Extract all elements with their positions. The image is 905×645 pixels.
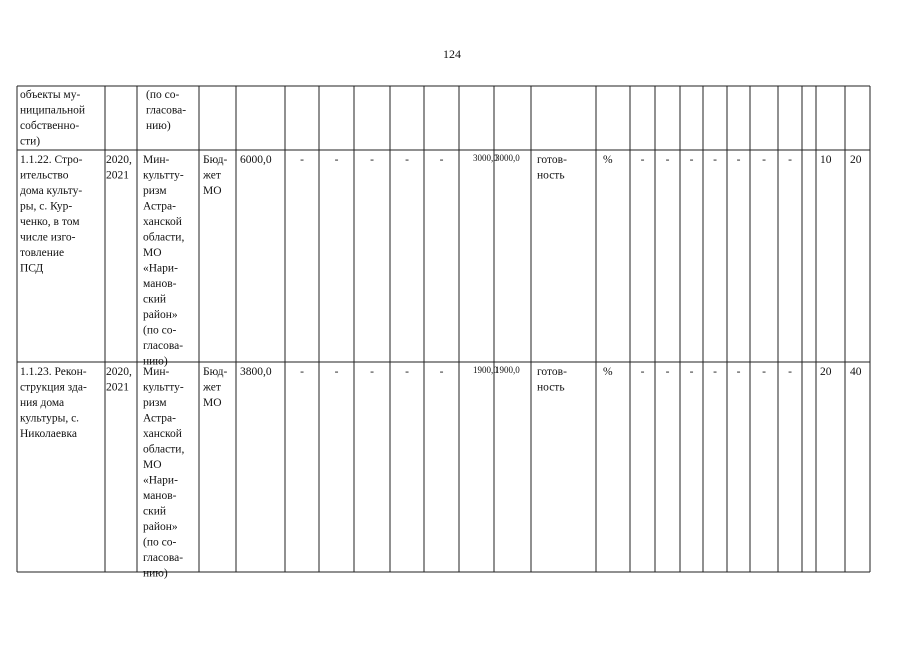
item-executor-line: культту-	[143, 169, 184, 182]
item-executor-line: гласова-	[143, 552, 184, 564]
item-executor-line: Астра-	[143, 200, 176, 213]
dash-cell: -	[762, 366, 766, 378]
dash-cell: -	[439, 154, 444, 166]
dash-cell: -	[788, 366, 792, 378]
continuation-name-line: сти)	[20, 135, 41, 148]
continuation-name-line: объекты му-	[20, 89, 81, 101]
item-name-line: ПСД	[20, 262, 44, 275]
item-executor-line: Астра-	[143, 412, 176, 425]
item-source-line: жет	[203, 169, 221, 182]
item-executor-line: район»	[143, 521, 178, 533]
dash-cell: -	[640, 154, 645, 166]
dash-cell: -	[762, 154, 766, 166]
continuation-name-line: ниципальной	[20, 104, 86, 117]
item-total: 3800,0	[240, 366, 272, 378]
dash-cell: -	[370, 154, 374, 166]
item-executor-line: МО	[143, 459, 162, 471]
item-indicator-line: готов-	[537, 366, 567, 378]
year-amount-1: 3000,0	[473, 153, 498, 163]
item-executor-line: гласова-	[143, 340, 184, 352]
item-source-line: МО	[203, 185, 222, 197]
item-executor-line: (по со-	[143, 536, 177, 549]
dash-cell: -	[300, 154, 304, 166]
item-indicator-line: ность	[537, 169, 565, 182]
dash-cell: -	[334, 154, 339, 166]
item-unit: %	[603, 366, 613, 378]
item-executor-line: ский	[143, 293, 166, 306]
indicator-value-2: 20	[850, 154, 862, 166]
item-executor-line: район»	[143, 309, 178, 321]
item-name-line: ры, с. Кур-	[20, 200, 73, 213]
item-executor-line: «Нари-	[143, 474, 178, 487]
year-amount-2: 3000,0	[495, 153, 520, 163]
item-name-line: товление	[20, 247, 65, 259]
item-executor-line: манов-	[143, 490, 177, 502]
item-years-line: 2020,	[106, 366, 132, 378]
dash-cell: -	[300, 366, 304, 378]
indicator-value-2: 40	[850, 366, 862, 378]
item-executor-line: Мин-	[143, 366, 170, 378]
continuation-executor-line: нию)	[146, 120, 171, 132]
item-years-line: 2021	[106, 381, 129, 394]
year-amount-2: 1900,0	[495, 365, 520, 375]
dash-cell: -	[640, 366, 645, 378]
item-executor-line: ризм	[143, 397, 167, 409]
item-executor-line: МО	[143, 247, 162, 259]
item-executor-line: ский	[143, 505, 166, 518]
dash-cell: -	[405, 154, 409, 166]
item-executor-line: ханской	[143, 428, 182, 440]
item-years-line: 2020,	[106, 154, 132, 166]
item-executor-line: ризм	[143, 185, 167, 197]
item-source-line: МО	[203, 397, 222, 409]
indicator-value-1: 10	[820, 154, 832, 166]
page-number: 124	[443, 47, 461, 61]
item-name-line: культуры, с.	[20, 412, 80, 425]
item-executor-line: ханской	[143, 216, 182, 228]
dash-cell: -	[689, 154, 694, 166]
item-executor-line: области,	[143, 231, 185, 244]
item-name-line: струкция зда-	[20, 381, 87, 394]
item-source-line: Бюд-	[203, 366, 228, 378]
item-source-line: Бюд-	[203, 154, 228, 166]
indicator-value-1: 20	[820, 366, 832, 378]
dash-cell: -	[736, 154, 741, 166]
item-name-line: 1.1.22. Стро-	[20, 154, 83, 166]
year-amount-1: 1900,0	[473, 365, 498, 375]
dash-cell: -	[334, 366, 339, 378]
continuation-name-line: собственно-	[20, 120, 80, 132]
item-name-line: 1.1.23. Рекон-	[20, 366, 87, 378]
dash-cell: -	[439, 366, 444, 378]
item-years-line: 2021	[106, 169, 129, 182]
dash-cell: -	[665, 366, 670, 378]
item-name-line: ния дома	[20, 397, 65, 409]
item-executor-line: манов-	[143, 278, 177, 290]
item-indicator-line: ность	[537, 381, 565, 394]
table-text	[20, 47, 862, 580]
item-executor-line: нию)	[143, 567, 168, 580]
item-name-line: числе изго-	[20, 231, 76, 244]
item-executor-line: (по со-	[143, 324, 177, 337]
dash-cell: -	[689, 366, 694, 378]
item-executor-line: культту-	[143, 381, 184, 394]
item-name-line: дома культу-	[20, 185, 83, 197]
item-indicator-line: готов-	[537, 154, 567, 166]
dash-cell: -	[405, 366, 409, 378]
item-total: 6000,0	[240, 154, 272, 166]
item-name-line: ительство	[20, 169, 69, 182]
dash-cell: -	[370, 366, 374, 378]
item-unit: %	[603, 154, 613, 166]
dash-cell: -	[736, 366, 741, 378]
item-name-line: Николаевка	[20, 428, 77, 440]
continuation-executor-line: (по со-	[146, 89, 180, 101]
item-name-line: ченко, в том	[20, 216, 80, 228]
item-source-line: жет	[203, 381, 221, 394]
dash-cell: -	[713, 154, 717, 166]
item-executor-line: «Нари-	[143, 262, 178, 275]
item-executor-line: Мин-	[143, 154, 170, 166]
dash-cell: -	[713, 366, 717, 378]
item-executor-line: нию)	[143, 355, 168, 368]
continuation-executor-line: гласова-	[146, 104, 187, 117]
dash-cell: -	[788, 154, 792, 166]
item-executor-line: области,	[143, 443, 185, 456]
dash-cell: -	[665, 154, 670, 166]
